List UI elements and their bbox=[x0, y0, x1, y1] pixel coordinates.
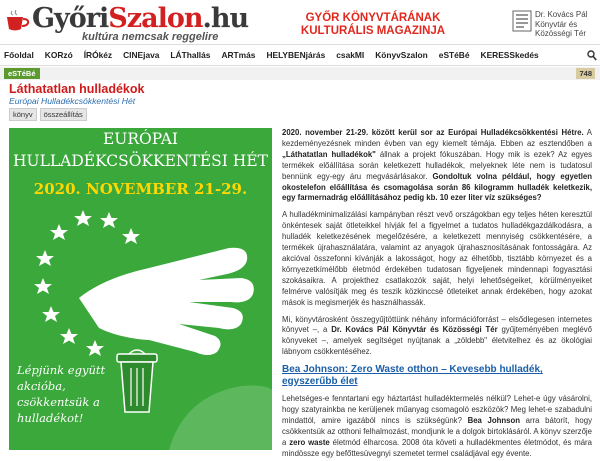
poster-slogan: Lépjünk együtt akcióba, csökkentsük a hulladékot! bbox=[17, 363, 106, 425]
article-paragraph-1 bbox=[282, 128, 592, 204]
nav-item-cinejava[interactable]: CINEjava bbox=[123, 50, 160, 60]
logo-part2: Szalon bbox=[108, 3, 203, 34]
library-name[interactable]: Dr. Kovács Pál Könyvtár és Közösségi Tér bbox=[535, 10, 588, 38]
hand-shape bbox=[79, 248, 254, 355]
nav-item-lathallas[interactable]: LÁThallás bbox=[170, 50, 211, 60]
p3-library-link[interactable]: Dr. Kovács Pál Könyvtár és Közösségi Tér bbox=[331, 325, 498, 335]
poster-title bbox=[9, 128, 272, 172]
magazine-line1: GYŐR KÖNYVTÁRÁNAK bbox=[305, 12, 441, 24]
nav-item-helybenjaras[interactable]: HELYBENjárás bbox=[266, 50, 326, 60]
p4-text-c: arra bátorít, hogy csökkentsük az otthoni felhalmozást, mondjunk le a dolgok birtoklásáról. A könyv szerzője a bbox=[282, 415, 592, 447]
p4-text-a: Lehetséges-e fenntartani egy háztartást hulladéktermelés nélkül? Lehet-e úgy vásárolni, hogy szatyrainkba ne kerüljenek műanyag csomagoló eszközök? Meg lehet-e szabadulni mindattól, amire igazából nincs is szükségünk? bbox=[282, 394, 592, 425]
site-header bbox=[0, 0, 600, 44]
p1-bold: 2020. november 21-29. között kerül sor az Európai Hulladékcsökkentési Hétre. bbox=[282, 128, 584, 137]
coffee-cup-icon bbox=[4, 10, 30, 32]
p1-text-a: A kezdeményezésnek minden évben van egy kiemelt témája. Ebben az esztendőben a bbox=[282, 128, 592, 148]
logo-wordmark bbox=[32, 4, 248, 34]
site-logo[interactable] bbox=[4, 4, 254, 42]
poster-decor bbox=[169, 386, 272, 451]
logo-part3: .hu bbox=[202, 3, 249, 34]
logo-tagline: kultúra nemcsak reggelire bbox=[82, 31, 219, 43]
nav-item-csakmi[interactable]: csakMI bbox=[336, 50, 365, 60]
category-bar bbox=[0, 67, 600, 80]
nav-item-estebe[interactable]: eSTéBé bbox=[438, 50, 470, 60]
nav-item-fooldal[interactable]: Főoldal bbox=[4, 50, 34, 60]
search-icon[interactable] bbox=[587, 50, 597, 61]
tag-osszeallitas[interactable]: összeállítás bbox=[40, 108, 87, 121]
p1-bold-b: „Láthatatlan hulladékok" bbox=[282, 149, 376, 159]
poster-date: 2020. NOVEMBER 21-29. bbox=[33, 180, 248, 198]
magazine-banner bbox=[292, 12, 454, 38]
tag-konyv[interactable]: könyv bbox=[9, 108, 37, 121]
p3-text-c: gyűjteményében meglévő könyveket –, amelyek segítséget nyújtanak a „zöldebb" életvitelhez és az ökológiai lábnyom csökkentéséhez. bbox=[282, 325, 592, 357]
p4-zero-waste: zero waste bbox=[289, 437, 330, 447]
nav-item-keresskedes[interactable]: KERESSkedés bbox=[480, 50, 539, 60]
book-heading-link[interactable]: Bea Johnson: Zero Waste otthon – Kevesebb hulladék, egyszerűbb élet bbox=[282, 364, 543, 388]
poster-title-line2: HULLADÉKCSÖKKENTÉSI HÉT bbox=[13, 152, 268, 170]
article-title: Láthatatlan hulladékok bbox=[9, 82, 145, 96]
p1-text-c: állnak a projekt fókuszában. Hogy mik is ezek? Az egyes termékek előállítása során keletkezett hulladékok, melyeknek léte nem is tudatosul bennünk egy-egy áru megvásárlásakor. bbox=[282, 149, 592, 181]
article-body bbox=[282, 128, 592, 461]
p4-text-e: életmód élharcosa. 2008 óta követi a hulladékmentes életmódot, és mára mindössze egy befőttesüvegnyi szemetet termel családjával egy évente. bbox=[282, 437, 592, 458]
poster-title-line1: EURÓPAI bbox=[102, 130, 179, 148]
p3-text-a: Mi, könyvtárosként összegyűjtöttünk néhány információforrást – elsődlegesen internetes könyvet –, a bbox=[282, 314, 592, 335]
main-nav bbox=[0, 44, 600, 66]
article-paragraph-3 bbox=[282, 315, 592, 359]
article-paragraph-2: A hulladékminimalizálási kampányban részt vevő országokban egy teljes héten keresztül önkéntesek saját ötleteikkel hívják fel a figyelmet a tudatos hulladékgazdálkodásra, a hulladék keletkezésének megelőzésére, a keletkezett mennyiség csökkentésére, a termékek újrahasználatára, valamint az anyagok újrahasznosításának fontosságára. Az akcióval összefonni kívánják a lakosságot, hogy az élhetőbb, tisztább környezet és a környezetkímélőbb életmód érdekében tudatosan figyeljenek mindennapi fogyasztási szokásaikra. A projekthez csatlakozók saját, helyi lehetőségeiket, körülményeiket felmérve valósítják meg és teszik közkinccsé ötleteiket annak érdekében, hogy azokat mások is megismerjék és használhassák. bbox=[282, 210, 592, 307]
p1-bold-d: Gondoltuk volna például, hogy egyetlen okostelefon előállítása és csomagolása során 86 kilogramm hulladék keletkezik, egy farmernadrág előállításához pedig kb. 10 ezer liter víz szükséges? bbox=[282, 171, 592, 203]
trash-bin-icon bbox=[117, 350, 157, 412]
nav-item-artmas[interactable]: ARTmás bbox=[221, 50, 256, 60]
category-tag[interactable]: eSTéBé bbox=[4, 68, 40, 79]
nav-item-konyvszalon[interactable]: KönyvSzalon bbox=[375, 50, 428, 60]
library-logo-icon[interactable] bbox=[512, 10, 532, 32]
view-count-badge: 748 bbox=[576, 68, 595, 79]
article-tags bbox=[9, 108, 87, 121]
logo-part1: Győri bbox=[32, 3, 109, 34]
magazine-line2: KULTURÁLIS MAGAZINJA bbox=[300, 25, 446, 37]
article-paragraph-4 bbox=[282, 394, 592, 459]
nav-item-irokez[interactable]: ÍRÓkéz bbox=[83, 50, 113, 60]
p4-author: Bea Johnson bbox=[467, 415, 520, 425]
nav-item-korzo[interactable]: KORzó bbox=[44, 50, 73, 60]
article-subtitle: Európai Hulladékcsökkentési Hét bbox=[9, 96, 136, 106]
article-poster-image bbox=[9, 128, 272, 450]
